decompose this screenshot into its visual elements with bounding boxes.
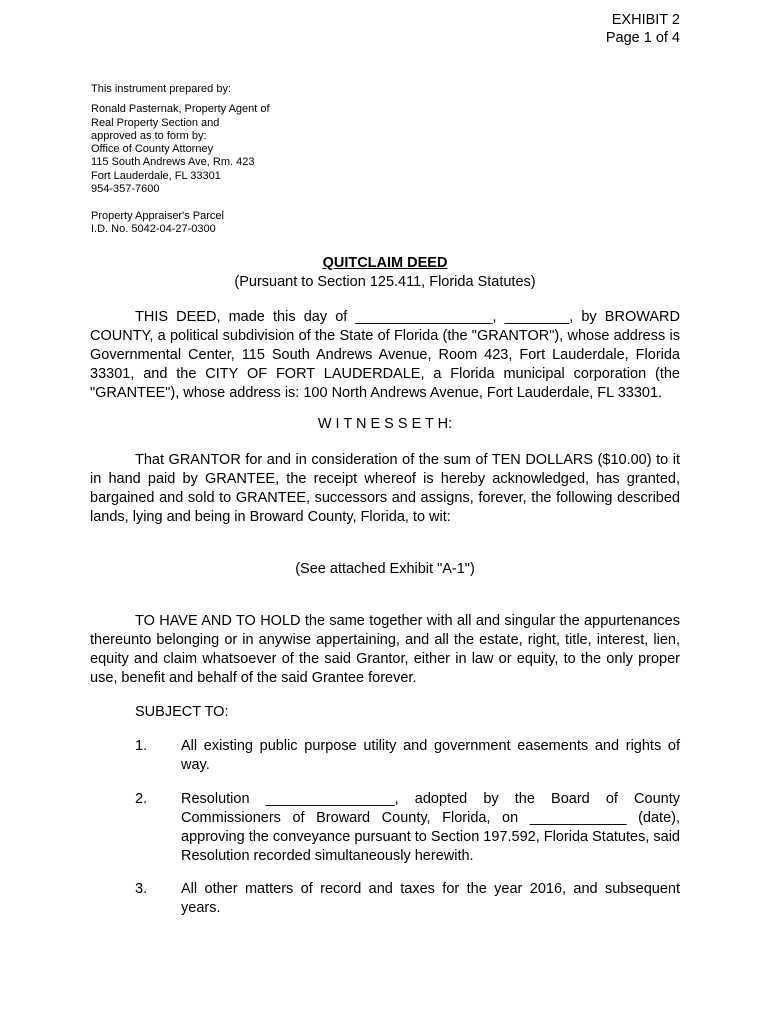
prepared-by-line: approved as to form by: (91, 129, 207, 142)
deed-title: QUITCLAIM DEED (322, 255, 448, 271)
prepared-by-line: 115 South Andrews Ave, Rm. 423 (91, 156, 255, 169)
page-number: Page 1 of 4 (605, 30, 680, 46)
exhibit-reference: (See attached Exhibit "A-1") (295, 561, 475, 577)
prepared-by-line: Office of County Attorney (91, 143, 214, 156)
item-number: 2. (135, 791, 148, 807)
prepared-by-intro: This instrument prepared by: (91, 83, 232, 95)
opening-paragraph: THIS DEED, made this day of _________________, ________, by BROWARD COUNTY, a political subdivision of the State of Florida (the "GRANTOR"), whose address is Governmental Center, 115 South Andrews Avenue, Room 423, Fort Lauderdale, Florida 33301, and the CITY OF FORT LAUDERDALE, a Florida municipal corporation (the "GRANTEE"), whose address is: 100 North Andrews Avenue, Fort Lauderdale, FL 33301. (90, 309, 680, 401)
item-text: All existing public purpose utility and government easements and rights of way. (181, 738, 680, 773)
witnesseth-heading: W I T N E S S E T H: (317, 416, 453, 432)
deed-subtitle: (Pursuant to Section 125.411, Florida Statutes) (234, 274, 536, 290)
parcel-label: Property Appraiser's Parcel (91, 210, 224, 222)
deed-title-block (90, 254, 680, 292)
exhibit-header (606, 11, 680, 47)
prepared-by-line: Ronald Pasternak, Property Agent of (91, 103, 270, 116)
item-text: All other matters of record and taxes for the year 2016, and subsequent years. (181, 881, 680, 916)
item-number: 3. (135, 881, 148, 897)
prepared-by-line: 954-357-7600 (91, 183, 160, 196)
habendum-paragraph: TO HAVE AND TO HOLD the same together with all and singular the appurtenances thereunto belonging or in anywise appertaining, and all the estate, right, title, interest, lien, equity and claim whatsoever of the said Grantor, either in law or equity, to the only proper use, benefit and behalf of the said Grantee forever. (90, 613, 680, 686)
prepared-by-line: Fort Lauderdale, FL 33301 (91, 169, 221, 182)
prepared-by-line: Real Property Section and (91, 116, 220, 129)
exhibit-label: EXHIBIT 2 (611, 12, 680, 28)
item-number: 1. (135, 738, 148, 754)
parcel-number: I.D. No. 5042-04-27-0300 (91, 223, 216, 236)
item-text: Resolution ________________, adopted by the Board of County Commissioners of Broward County, Florida, on ____________ (date), approving the conveyance pursuant to Section 197.592, Florida Statutes, said Resolution recorded simultaneously herewith. (181, 791, 680, 864)
parcel-id-block (91, 210, 224, 237)
prepared-by-block (91, 83, 270, 196)
consideration-paragraph: That GRANTOR for and in consideration of the sum of TEN DOLLARS ($10.00) to it in hand paid by GRANTEE, the receipt whereof is hereby acknowledged, has granted, bargained and sold to GRANTEE, successors and assigns, forever, the following described lands, lying and being in Broward County, Florida, to wit: (90, 452, 680, 525)
subject-to-heading: SUBJECT TO: (135, 704, 229, 720)
